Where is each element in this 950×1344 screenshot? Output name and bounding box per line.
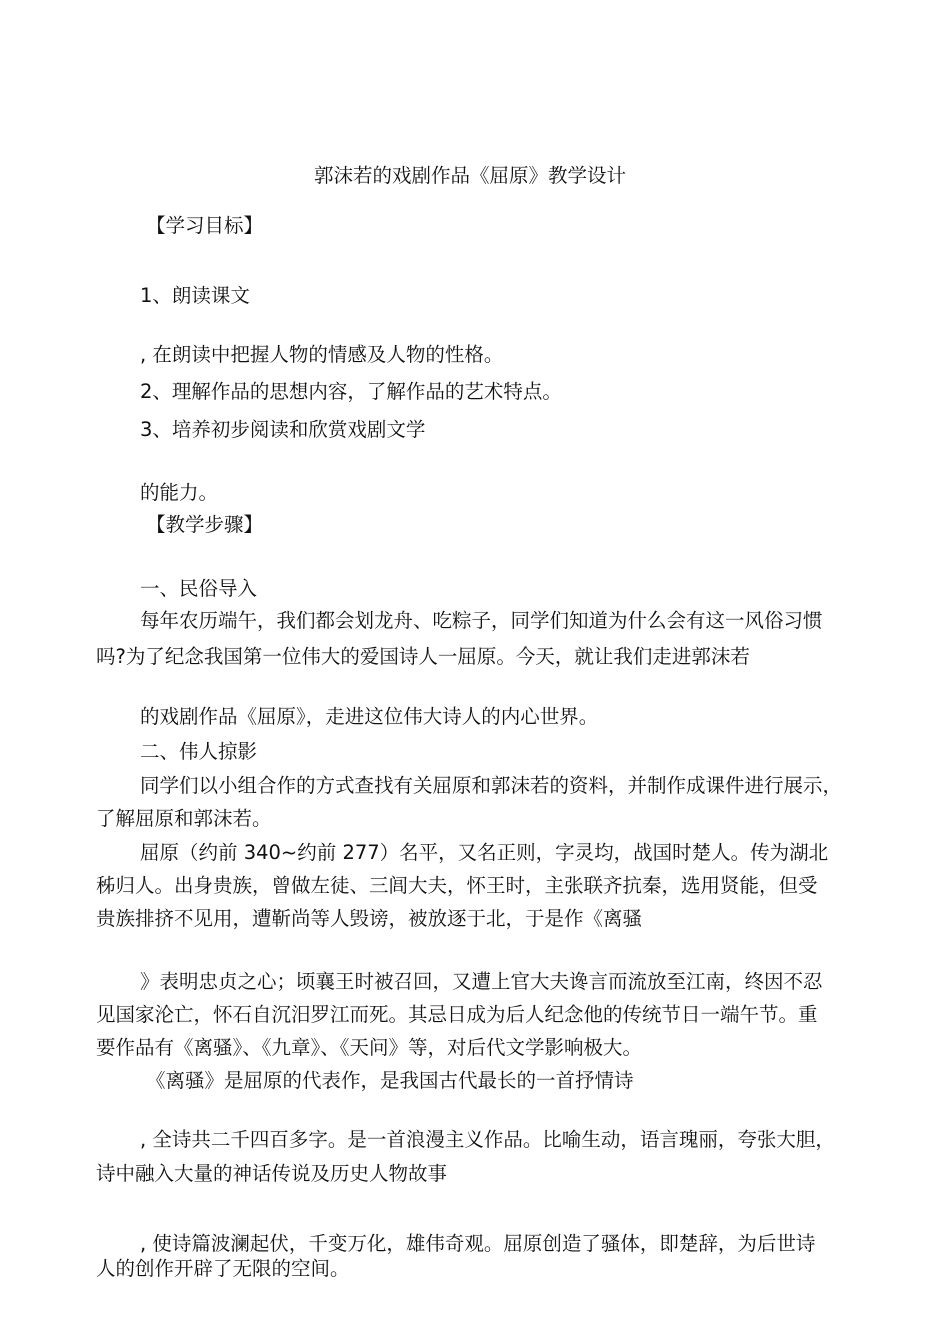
- section-2-paragraph-line: 诗中融入大量的神话传说及历史人物故事: [96, 1162, 448, 1185]
- section-2-paragraph-line: 》表明忠贞之心；顷襄王时被召回，又遭上官大夫谗言而流放至江南，终因不忍: [140, 970, 823, 993]
- goal-1-continued: , 在朗读中把握人物的情感及人物的性格。: [140, 343, 504, 366]
- section-2-paragraph-line: 见国家沦亡，怀石自沉汨罗江而死。其忌日成为后人纪念他的传统节日一端午节。重: [96, 1003, 818, 1026]
- section-2-paragraph-line: 贵族排挤不见用，遭靳尚等人毁谤，被放逐于北，于是作《离骚: [96, 907, 643, 930]
- goal-3-continued: 的能力。: [140, 481, 219, 504]
- section-1-title: 一、民俗导入: [140, 577, 258, 600]
- section-2-paragraph-line: 秭归人。出身贵族，曾做左徒、三闾大夫，怀王时，主张联齐抗秦，选用贤能，但受: [96, 874, 818, 897]
- section-2-paragraph-line: 要作品有《离骚》、《九章》、《天问》等，对后代文学影响极大。: [96, 1036, 643, 1059]
- goal-2: 2、理解作品的思想内容，了解作品的艺术特点。: [140, 380, 562, 403]
- section-2-title: 二、伟人掠影: [140, 740, 258, 763]
- goal-3: 3、培养初步阅读和欣赏戏剧文学: [140, 418, 426, 441]
- heading-teaching-steps: 【教学步骤】: [146, 513, 264, 536]
- section-1-paragraph-line: 每年农历端午，我们都会划龙舟、吃粽子，同学们知道为什么会有这一风俗习惯: [140, 609, 823, 632]
- heading-learning-goals: 【学习目标】: [146, 214, 264, 237]
- section-2-paragraph-line: 人的创作开辟了无限的空间。: [96, 1257, 350, 1280]
- section-2-paragraph-line: 同学们以小组合作的方式查找有关屈原和郭沫若的资料，并制作成课件进行展示，: [140, 774, 843, 797]
- section-2-paragraph-line: , 全诗共二千四百多字。是一首浪漫主义作品。比喻生动，语言瑰丽，夸张大胆，: [140, 1128, 835, 1151]
- goal-1: 1、朗读课文: [140, 284, 250, 307]
- section-2-paragraph-line: , 使诗篇波澜起伏，千变万化，雄伟奇观。屈原创造了骚体，即楚辞，为后世诗: [140, 1232, 816, 1255]
- section-1-paragraph-line: 的戏剧作品《屈原》，走进这位伟大诗人的内心世界。: [140, 705, 599, 728]
- section-1-paragraph-line: 吗?为了纪念我国第一位伟大的爱国诗人一屈原。今天，就让我们走进郭沫若: [96, 645, 750, 668]
- document-title: 郭沫若的戏剧作品《屈原》教学设计: [314, 164, 627, 187]
- section-2-paragraph-line: 《离骚》是屈原的代表作，是我国古代最长的一首抒情诗: [146, 1069, 634, 1092]
- section-2-paragraph-line: 屈原（约前 340~约前 277）名平，又名正则，字灵均，战国时楚人。传为湖北: [140, 841, 829, 864]
- section-2-paragraph-line: 了解屈原和郭沫若。: [96, 807, 272, 830]
